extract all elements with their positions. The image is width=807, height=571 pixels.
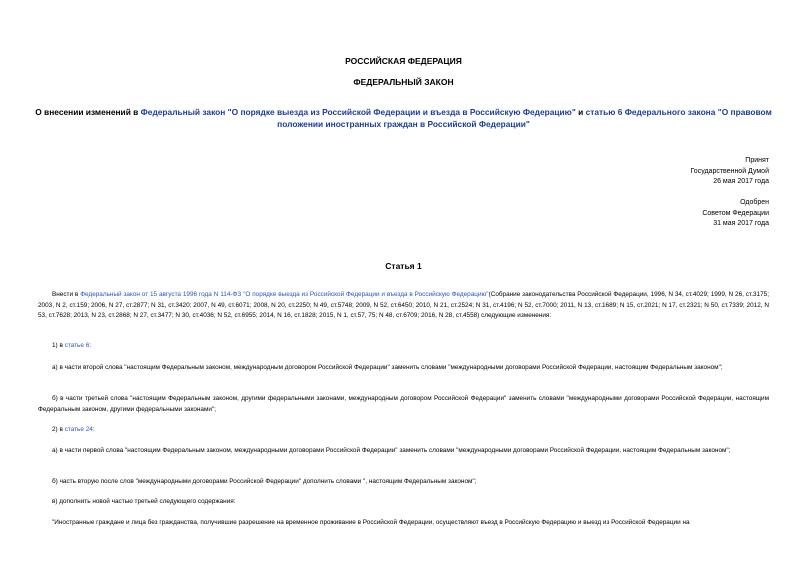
item-2-prefix: 2) в — [52, 426, 65, 433]
article-title: Статья 1 — [385, 261, 422, 271]
title-link-foreign-citizens-law[interactable]: статью 6 Федерального закона "О правовом положении иностранных граждан в Российской Федерации" — [277, 107, 772, 129]
intro-law-link[interactable]: Федеральный закон от 15 августа 1996 года N 114-ФЗ "О порядке выезда из Российской Федерации и въезда в Российскую Федерацию" — [80, 291, 489, 298]
item-1-prefix: 1) в — [52, 342, 65, 349]
item-2c: в) дополнить новой частью третьей следующего содержания: — [52, 498, 236, 505]
law-title — [0, 107, 807, 130]
intro-suffix: (Собрание законодательства Российской Федерации, 1996, N 34, ст.4029; 1999, N 26, ст.3175; 2003, N 2, ст.159; 2006, N 27, ст.2877; N 31, ст.3420; 2007, N 49, ст.6071; 2008, N 20, ст.2250; N 49, ст.5748; 2009, N 52, ст.6450; 2010, N 21, ст.2524; N 31, ст.4196; N 52, ст.7000; 2011, N 13, ст.1689; N 15, ст.2021; N 17, ст.2321; N 50, ст.7339; 2012, N 53, ст.7628; 2013, N 23, ст.2868; N 27, ст.3477; N 30, ст.4036; N 52, ст.6955; 2014, N 16, ст.1828; 2015, N 1, ст.57, 75; N 48, ст.6709; 2016, N 28, ст.4558) следующие изменения: — [38, 291, 769, 320]
title-prefix: О внесении изменений в — [35, 107, 141, 117]
item-2b: б) часть вторую после слов "международными договорами Российской Федерации" дополнить словами ", настоящим Федеральным законом"; — [52, 478, 477, 485]
item-2a: а) в части первой слова "настоящим Федеральным законом, международными договорами Российской Федерации" заменить словами "международными договорами Российской Федерации, настоящим Федеральным законом"; — [52, 447, 731, 454]
title-link-exit-entry-law[interactable]: Федеральный закон "О порядке выезда из Российской Федерации и въезда в Российскую Федерацию" — [140, 107, 576, 117]
adoption-block — [690, 156, 769, 188]
intro-prefix: Внести в — [52, 291, 81, 298]
approval-line-1: Одобрен — [740, 199, 769, 206]
item-1b: б) в части третьей слова "настоящим Федеральным законом, другими федеральными законами, международным договором Российской Федерации" заменить словами "международными договорами Российской Федерации, настоящим Федеральным законом, другими федеральными законами"; — [38, 395, 769, 413]
article-24-link[interactable]: статье 24 — [64, 426, 93, 433]
item-2 — [38, 425, 769, 436]
title-middle: и — [575, 107, 586, 117]
country-heading: РОССИЙСКАЯ ФЕДЕРАЦИЯ — [345, 56, 462, 66]
item-1a: а) в части второй слова "настоящим Федеральным законом, международным договором Российской Федерации" заменить словами "международными договорами Российской Федерации, настоящим Федеральным законом"; — [52, 364, 723, 371]
approval-line-2: Советом Федерации — [702, 209, 769, 217]
intro-paragraph — [38, 290, 769, 322]
adoption-line-1: Принят — [745, 157, 769, 164]
quote-paragraph: "Иностранные граждане и лица без гражданства, получившие разрешение на временное проживание в Российской Федерации, осуществляют въезд в Российскую Федерацию и выезд из Российской Федерации на — [52, 519, 690, 526]
item-2-suffix: : — [92, 426, 95, 433]
approval-block — [702, 198, 769, 230]
doc-type-heading: ФЕДЕРАЛЬНЫЙ ЗАКОН — [353, 77, 454, 87]
approval-date: 31 мая 2017 года — [713, 220, 769, 227]
item-1-suffix: : — [89, 342, 92, 349]
adoption-date: 26 мая 2017 года — [713, 178, 769, 185]
item-1 — [38, 341, 769, 352]
adoption-line-2: Государственной Думой — [690, 167, 769, 175]
article-6-link[interactable]: статье 6 — [64, 342, 90, 349]
